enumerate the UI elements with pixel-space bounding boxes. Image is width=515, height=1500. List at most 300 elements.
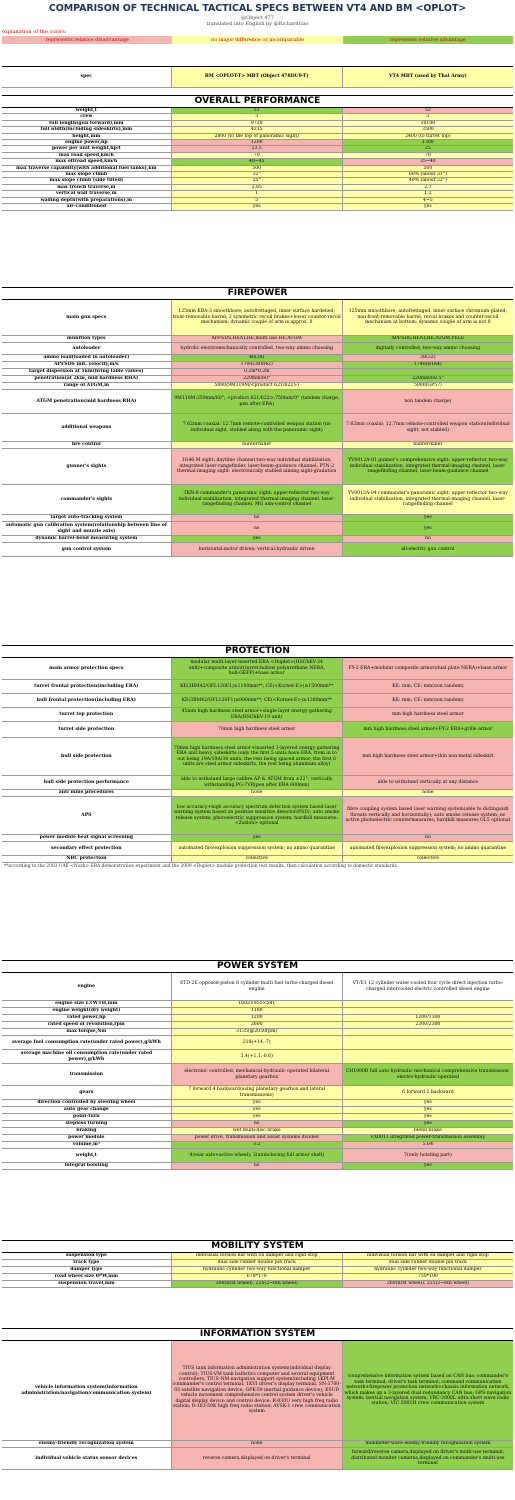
row-label: commander's sights — [2, 485, 171, 514]
oplot-value: 5 — [171, 198, 342, 203]
row-label: ATGM penetration(mid hardness RHA) — [2, 390, 171, 413]
oplot-value: 300(first wheel), 255(2~6th wheel) — [171, 1281, 342, 1287]
vt4-value: no — [342, 835, 513, 841]
color-legend — [2, 36, 513, 44]
section-overall — [2, 95, 513, 211]
table-row — [2, 1253, 513, 1260]
vt4-value: 2.7 — [342, 185, 513, 190]
row-label: NBC protection — [2, 856, 171, 862]
section-title-protection: PROTECTION — [2, 645, 513, 658]
vt4-value: 260(first wheel), 225(2~6th wheel) — [342, 1281, 513, 1287]
table-row — [2, 1448, 513, 1470]
row-label: rated speed of revolution,rpm — [2, 1022, 171, 1028]
vt4-value: no — [342, 536, 513, 542]
table-row — [2, 1036, 513, 1050]
oplot-value: power drive, transmission and assist systems divided — [171, 1135, 342, 1141]
spec-label: spec — [2, 67, 171, 87]
row-label: suspension type — [2, 1253, 171, 1259]
legend-label: explanation of the colors: — [2, 29, 67, 35]
oplot-value: 45mm high hardness steel armor+single layer energy-gathering ERA(HSChKV-19 unit) — [171, 708, 342, 721]
row-label: turret frontal protection(including ERA) — [2, 680, 171, 693]
table-row — [2, 1029, 513, 1036]
oplot-value: dual side rubber double pin track — [171, 1260, 342, 1266]
table-row — [2, 1135, 513, 1142]
table-row — [2, 343, 513, 355]
table-row — [2, 1441, 513, 1448]
row-label: penetration(at 2km, mid hardness RHA) — [2, 376, 171, 382]
row-label: power per unit weight,hp/t — [2, 146, 171, 151]
table-row — [2, 1086, 513, 1100]
row-label: engine power,hp — [2, 140, 171, 145]
vt4-value: able to withstand vertically at any distance — [342, 776, 513, 789]
oplot-value: 1200 — [171, 140, 342, 145]
row-label: munition types — [2, 336, 171, 342]
vt4-value: 70 — [342, 153, 513, 158]
vt4-value: 1740(BTA4) — [342, 362, 513, 368]
vt4-value: yes — [342, 1100, 513, 1106]
table-row — [2, 790, 513, 797]
row-label: hull side protection performance — [2, 776, 171, 789]
oplot-value: yes — [171, 204, 342, 209]
row-label: point-turn — [2, 1114, 171, 1120]
oplot-value: 0.2m*0.2m — [171, 369, 342, 375]
vt4-header: VT4 MBT (used by Thai Army) — [342, 67, 513, 87]
oplot-value: hunter/killer — [171, 442, 342, 448]
vt4-value: YV0012A-04 commander's panoramic sight: upper-reflector two-way individual stabilization, integrated thermal-imaging channel, laser-rangefinding channel — [342, 485, 513, 514]
vt4-value: forward/reverse camera,displayed on driver's multi-use terminal; distributed monitor cameras,displayed on commander's multi-use terminal — [342, 1448, 513, 1469]
row-label: automatic gun calibration system(relationship between line of sight and muzzle axis) — [2, 522, 171, 535]
row-label: APS — [2, 797, 171, 834]
vt4-value: 35~40 — [342, 159, 513, 164]
row-label: stepless turning — [2, 1121, 171, 1127]
oplot-value: 9M119M:350mm/60°; <product 621/622>:750mm/0° (tandem charge, pen after ERA) — [171, 390, 342, 413]
vt4-value: mm high hardness steel armor+FY-2 ERA+grille armor — [342, 722, 513, 737]
table-row — [2, 522, 513, 536]
table-row — [2, 1260, 513, 1267]
row-label: vehicle information system(information administration/navigation/communication system) — [2, 1341, 171, 1440]
vt4-value: 500 — [342, 166, 513, 171]
spec-header-row — [2, 66, 513, 88]
row-label: dynamic barrel-bend measuring system — [2, 536, 171, 542]
row-label: max slope climb — [2, 172, 171, 177]
row-label: wading depth(with preparations),m — [2, 198, 171, 203]
row-label: target auto-tracking system — [2, 515, 171, 521]
vt4-value: 3 — [342, 114, 513, 119]
vt4-value: 7(only hoisting part) — [342, 1149, 513, 1162]
oplot-value: 1180 — [171, 1008, 342, 1014]
overall-table — [2, 108, 513, 211]
row-label: max road speed,km/h — [2, 153, 171, 158]
table-row — [2, 797, 513, 835]
vt4-value: all-electric gun control — [342, 543, 513, 556]
vt4-value: 2300/2300 — [342, 1022, 513, 1028]
row-label: integral hoisting — [2, 1163, 171, 1169]
oplot-value: reverse camera,displayed on driver's terminal — [171, 1448, 342, 1469]
vt4-value: CH1000B full auto hydraulic mechanical comprehensive transmission, electro-hydraulic operated — [342, 1064, 513, 1085]
table-row — [2, 1281, 513, 1288]
row-label: crew — [2, 114, 171, 119]
oplot-value: 1 — [171, 191, 342, 196]
oplot-value: 40~45 — [171, 159, 342, 164]
oplot-value: 32° — [171, 172, 342, 177]
table-row — [2, 376, 513, 383]
oplot-value: yes — [171, 1114, 342, 1120]
translator-credit: translated into English by @RichardGao — [206, 21, 309, 27]
oplot-value: none — [171, 1441, 342, 1447]
vt4-value — [342, 1036, 513, 1049]
oplot-value: 7.62mm coaxial; 12.7mm remote-controlled weapon station (no individual sight, stabled along with the panoramic sight) — [171, 414, 342, 441]
oplot-value: TKN-6 commander's panoramic sight: upper-reflector two-way individual stabilization, integrated thermal-imaging channel, laser-rangefinding channel, MG aim-control channel — [171, 485, 342, 514]
row-label: average fuel consumption rate(under rated power),g/kWh — [2, 1036, 171, 1049]
oplot-value: automated fire/explosion suppression system; no ammo quarantine — [171, 842, 342, 855]
table-row — [2, 1107, 513, 1114]
row-label: max offroad speed,km/h — [2, 159, 171, 164]
row-label: gun control system — [2, 543, 171, 556]
vt4-value: millimeter-wave enemy-friendly recognization system — [342, 1441, 513, 1447]
oplot-value: APFSDS,HEAT,HE,multi use HE,ATGM — [171, 336, 342, 342]
row-label: hull frontal protection(including ERA) — [2, 694, 171, 707]
row-label: ammo load(loaded in autoloader) — [2, 355, 171, 361]
legend-neutral: no major difference or incomparable — [172, 36, 342, 44]
vt4-value: automated fire/explosion suppression system; no ammo quarantine — [342, 842, 513, 855]
row-label: max torque,Nm — [2, 1029, 171, 1035]
vt4-value: none — [342, 790, 513, 796]
legend-disadvantage: represents relative disadvantage — [2, 36, 172, 44]
oplot-value: 25° — [171, 178, 342, 183]
table-row — [2, 973, 513, 1001]
row-label: gunner's sights — [2, 449, 171, 484]
row-label: transmission — [2, 1064, 171, 1085]
table-row — [2, 722, 513, 738]
oplot-value: none — [171, 790, 342, 796]
vt4-value: fibre coupling system based laser warning system(able to distinguish threats vertically and horizontally); auto smoke release system; no active photoelectric countermeasures; hardkill measures GL5 optional — [342, 797, 513, 834]
row-label: secondary effect protection — [2, 842, 171, 855]
vt4-value: 10100 — [342, 121, 513, 126]
vt4-value: dual side rubber double pin track — [342, 1260, 513, 1266]
oplot-value: hydrolic electromechanically controlled, two-way ammo choosing — [171, 343, 342, 354]
table-row — [2, 835, 513, 842]
vt4-value: hunter/killer — [342, 442, 513, 448]
oplot-value: 3 — [171, 114, 342, 119]
row-label: enemy-friendly recognization system — [2, 1441, 171, 1447]
table-row — [2, 1121, 513, 1128]
row-label: auto gear change — [2, 1107, 171, 1113]
oplot-value: 6TD-2E opposed-piston 6 cylinder multi fuel turbo-charged diesel engine — [171, 973, 342, 1000]
vt4-value: yes — [342, 1121, 513, 1127]
row-label: full width(including sideskirts),mm — [2, 127, 171, 132]
vt4-value: mm high hardness steel armor+thin non-metal sideskirt — [342, 738, 513, 775]
oplot-value: no — [171, 1121, 342, 1127]
row-label: damper type — [2, 1267, 171, 1273]
vt4-value: yes — [342, 522, 513, 535]
vt4-value: 3500 — [342, 127, 513, 132]
table-row — [2, 300, 513, 336]
vt4-value — [342, 1050, 513, 1063]
table-row — [2, 369, 513, 376]
table-row — [2, 856, 513, 863]
vt4-value: 5000(GP57) — [342, 383, 513, 389]
section-title-overall: OVERALL PERFORMANCE — [2, 95, 513, 108]
oplot-value: able to withstand large calibre AP & ATGM from ±22°; vertically withstanding PG-7VR(pen after ERA 600mm) — [171, 776, 342, 789]
table-row — [2, 842, 513, 856]
vt4-value: 25 — [342, 146, 513, 151]
vt4-value: 1200/1300 — [342, 1015, 513, 1021]
vt4-value: digitally controlled, two-way ammo choosing — [342, 343, 513, 354]
row-label: engine size L×W×H,mm — [2, 1001, 171, 1007]
oplot-value: no — [171, 515, 342, 521]
row-label: max slope climb (side tilted) — [2, 178, 171, 183]
oplot-value: TIUS tank information administration system(individual display control); TIUS-VM tank ballistics computer and several equipment controllers; TIUS-NM navigation support system(including 1KPI-M commander's control terminal, 1KVI driver's display terminal, SN-3700-03 satellite navigation device, GPK-59 inertial guidance device); KSUD vehicle movement comprehensive control system driver's vehicle digital display device and control device; R-030U very high freq radio station; R-163-50K high freq radio station; AVSK-1 crew communication system — [171, 1341, 342, 1440]
table-row — [2, 1114, 513, 1121]
section-power — [2, 960, 513, 1170]
vt4-value: 7.62mm coaxial; 12.7mm remote-controlled weapon station(individual sight, not stabled) — [342, 414, 513, 441]
row-label: direction controlled by steering wheel — [2, 1100, 171, 1106]
section-info — [2, 1328, 513, 1470]
row-label: engine — [2, 973, 171, 1000]
vt4-value: comprehensive information system based on CAN bus: commander's task terminal; driver's task terminal; command communication network+firepower protection network+chassis information network, which makes up a 3-layered dual redundancy CAN bus; GPS navigation system; inertial navigation system; VRC-2000L ultra short wave radio station; VIC-2001H crew communication system — [342, 1341, 513, 1440]
row-label: individual vehicle status sensor devices — [2, 1448, 171, 1469]
row-label: engine weight(dry weight) — [2, 1008, 171, 1014]
vt4-value — [342, 1001, 513, 1007]
vt4-value: yes — [342, 515, 513, 521]
vt4-value: 220mm/68.5° — [342, 376, 513, 382]
oplot-header: BM <OPLOT-T> MBT (Object 478DU9-T) — [171, 67, 342, 87]
vt4-value: 60% (about 31°) — [342, 172, 513, 177]
vt4-value: 52 — [342, 108, 513, 113]
oplot-value: 23.5 — [171, 146, 342, 151]
table-row — [2, 1008, 513, 1015]
row-label: fire control — [2, 442, 171, 448]
vt4-value — [342, 369, 513, 375]
vt4-value: non tandem charge) — [342, 390, 513, 413]
table-row — [2, 1050, 513, 1064]
oplot-value: KE(3BM42/OFL120F1)≥900mm**; CE(<Kornet-E>)≥1300mm** — [171, 694, 342, 707]
row-label: weight,t — [2, 108, 171, 113]
oplot-value: low accuracy+high accuracy spectrum detection system based laser warning system based on position sensitive detector(PSD); auto smoke release system; photoelectric suppression system; hardkill measures: <Zaslon> optional — [171, 797, 342, 834]
table-row — [2, 1015, 513, 1022]
row-label: power module heat signal screening — [2, 835, 171, 841]
vt4-value: 750*190 — [342, 1274, 513, 1280]
vt4-value: KE: mm; CE: mm(non tandem) — [342, 680, 513, 693]
oplot-value: collective — [171, 856, 342, 862]
vt4-value: FY-2 ERA+modular composite armor(dual plate NERA)+base armor — [342, 658, 513, 679]
oplot-value: yes — [171, 1107, 342, 1113]
oplot-value: 2.85 — [171, 185, 342, 190]
oplot-value: wet multi-disc brake — [171, 1128, 342, 1134]
vt4-value: 4~5 — [342, 198, 513, 203]
power-table — [2, 973, 513, 1170]
oplot-value: 4(rear axle+active wheel); 3(uninclucing full armor shell) — [171, 1149, 342, 1162]
table-row — [2, 442, 513, 449]
row-label: braking — [2, 1128, 171, 1134]
table-row — [2, 694, 513, 708]
row-label: gears — [2, 1086, 171, 1099]
vt4-value: yes — [342, 204, 513, 209]
oplot-value: 46(28) — [171, 355, 342, 361]
row-label: height,mm — [2, 134, 171, 139]
section-protection — [2, 645, 513, 870]
table-row — [2, 1142, 513, 1149]
oplot-value: 51 — [171, 108, 342, 113]
vt4-value: 6 forward 2 backward — [342, 1086, 513, 1099]
oplot-value: 2600 — [171, 1022, 342, 1028]
info-table — [2, 1341, 513, 1470]
oplot-value: 1G46-M sight: daytime channel two-way individual stabilization, integrated laser-rangefinder, laser-beam-guidance channel; PTN-2 thermal-imaging sight: electronically stabled aiming sight-gradation — [171, 449, 342, 484]
oplot-value: 1200 — [171, 1015, 342, 1021]
section-firepower — [2, 287, 513, 557]
table-row — [2, 390, 513, 414]
oplot-value: 2800 (to the top of panoramic sight) — [171, 134, 342, 139]
table-row — [2, 1163, 513, 1170]
oplot-value: 3135(@2050rpm) — [171, 1029, 342, 1035]
vt4-value: blend brake — [342, 1128, 513, 1134]
row-label: main armor protection specs — [2, 658, 171, 679]
row-label: air-conditioned — [2, 204, 171, 209]
oplot-value: 70mm high hardness steel armor — [171, 722, 342, 737]
vt4-value: mm high hardness steel armor — [342, 708, 513, 721]
table-row — [2, 1001, 513, 1008]
vt4-value — [342, 1029, 513, 1035]
row-label: volume,m³ — [2, 1142, 171, 1148]
row-label: road wheel size Ø*W,mm — [2, 1274, 171, 1280]
vt4-value: 5.64 — [342, 1142, 513, 1148]
row-label: max traverse capability(with additional fuel tanks),km — [2, 166, 171, 171]
oplot-value: 3.2 — [171, 1142, 342, 1148]
oplot-value: 500 — [171, 166, 342, 171]
table-row — [2, 355, 513, 362]
section-title-firepower: FIREPOWER — [2, 287, 513, 300]
row-label: target dispersion at 1km(firing table values) — [2, 369, 171, 375]
vt4-value: 2400 (to turret top) — [342, 134, 513, 139]
row-label: power module — [2, 1135, 171, 1141]
row-label: rated power,hp — [2, 1015, 171, 1021]
table-row — [2, 1341, 513, 1441]
vt4-value — [342, 1008, 513, 1014]
oplot-value: 7 forward 4 backward(using planetary gearbox and lateral transmissions) — [171, 1086, 342, 1099]
vt4-value: hydraulic cylinder two-way functional damper — [342, 1267, 513, 1273]
row-label: additional weapons — [2, 414, 171, 441]
vt4-value: FX0011 integrated power-transmission assembly — [342, 1135, 513, 1141]
vt4-value: YV0012A-01 gunner's comprehensive sight: upper-reflector two-way individual stabilization, integrated thermal-imaging channel, laser-rangefinding channel, laser-beam-guidance channel — [342, 449, 513, 484]
vt4-value: 40% (about 22°) — [342, 178, 513, 183]
table-row — [2, 336, 513, 343]
row-label: anti mine procedures — [2, 790, 171, 796]
oplot-value: 1700(3BM42) — [171, 362, 342, 368]
oplot-value: no — [171, 1163, 342, 1169]
oplot-value: 125mm KBA-3 smoothbore; autofrettaged, inner surface hardened; front-removable barrel; 2 symmetric recoil brakes+lower counter-recoil mechanism; dynamic couple of arm is approx. 0 — [171, 300, 342, 335]
table-row — [2, 536, 513, 543]
table-row — [2, 1022, 513, 1029]
table-row — [2, 449, 513, 485]
oplot-value: 3.4(+1.1,-0.6) — [171, 1050, 342, 1063]
oplot-value: modular multi-layer-inserted ERA <Duplet>(HSChKV-34 unit)+composite armor(turret:hollow polyurethane NERA, hull:GEFP)+base armor — [171, 658, 342, 679]
table-row — [2, 1100, 513, 1107]
vt4-value: yes — [342, 1107, 513, 1113]
vt4-value: collective — [342, 856, 513, 862]
oplot-value: yes — [171, 536, 342, 542]
table-row — [2, 515, 513, 522]
table-row — [2, 658, 513, 680]
row-label: APFSDS init. velocity,m/s — [2, 362, 171, 368]
row-label: track type — [2, 1260, 171, 1266]
oplot-value: 1602×955×581 — [171, 1001, 342, 1007]
oplot-value: 220mm/60° — [171, 376, 342, 382]
protection-table — [2, 658, 513, 863]
vt4-value: VT/E1 12 cylinder water-cooled four cycle direct injection turbo-charged intercooled electric controlled diesel engine — [342, 973, 513, 1000]
table-row — [2, 1274, 513, 1281]
table-row — [2, 738, 513, 776]
row-label: full length(gun forward),mm — [2, 121, 171, 126]
firepower-table — [2, 300, 513, 557]
table-row — [2, 1128, 513, 1135]
vt4-value: yes — [342, 1163, 513, 1169]
table-row — [2, 414, 513, 442]
row-label: autoloader — [2, 343, 171, 354]
protection-footnote: **according to the 2003 UAE <Nozh> ERA demonstration experiment and the 2009 <Duplet> module protection test results, then calculation according to domestic standards. — [4, 864, 399, 869]
vt4-value: 125mm smoothbore; autofrettaged, inner surface chromium-plated; non front-removable barrel; recoil brakes and counter-recoil mechanism at bottom; dynamic couple of arm is not 0 — [342, 300, 513, 335]
oplot-value: KE(3BM42/OFL120F1)≥1100mm**; CE(<Kornet-E>)≥1500mm** — [171, 680, 342, 693]
vt4-value: 38(22) — [342, 355, 513, 361]
table-row — [2, 383, 513, 390]
table-row — [2, 362, 513, 369]
page-title: COMPARISON OF TECHNICAL TACTICAL SPECS BETWEEN VT4 AND BM <OPLOT> — [48, 3, 467, 14]
table-row — [2, 1064, 513, 1086]
table-row — [2, 1149, 513, 1163]
row-label: suspension travel,mm — [2, 1281, 171, 1287]
row-label: turret side protection — [2, 722, 171, 737]
oplot-value: 218(+14,-7) — [171, 1036, 342, 1049]
section-title-info: INFORMATION SYSTEM — [2, 1328, 513, 1341]
oplot-value: yes — [171, 835, 342, 841]
section-title-power: POWER SYSTEM — [2, 960, 513, 973]
table-row — [2, 708, 513, 722]
oplot-value: hydraulic cylinder two-way functional damper — [171, 1267, 342, 1273]
mobility-table — [2, 1253, 513, 1288]
row-label: range of ATGM,m — [2, 383, 171, 389]
row-label: hull side protection — [2, 738, 171, 775]
oplot-value: 670*170 — [171, 1274, 342, 1280]
row-label: weight,t — [2, 1149, 171, 1162]
table-row — [2, 543, 513, 557]
oplot-value: horizontal:motor driven; vertical:hydraulic driven — [171, 543, 342, 556]
vt4-value: KE: mm; CE: mm(non tandem) — [342, 694, 513, 707]
vt4-value: 1.2 — [342, 191, 513, 196]
oplot-value: 70 — [171, 153, 342, 158]
oplot-value: 4215 — [171, 127, 342, 132]
row-label: turret top protection — [2, 708, 171, 721]
oplot-value: 9720 — [171, 121, 342, 126]
section-title-mobility: MOBILITY SYSTEM — [2, 1240, 513, 1253]
row-label: max trench traverse,m — [2, 185, 171, 190]
oplot-value: indivisual torsion bar with oil damper and rigid stop — [171, 1253, 342, 1259]
table-row — [2, 1267, 513, 1274]
oplot-value: 5000(9M119M/<product 621/622>) — [171, 383, 342, 389]
oplot-value: no — [171, 522, 342, 535]
vt4-value: indivisual torsion bar with oil damper and rigid stop — [342, 1253, 513, 1259]
vt4-value: yes — [342, 1114, 513, 1120]
oplot-value: electronic controlled, mechanical-hydraulic operated bilateral planetary gearbox — [171, 1064, 342, 1085]
row-label: vertical wall traverse,m — [2, 191, 171, 196]
oplot-value: yes — [171, 1100, 342, 1106]
vt4-value: 1300 — [342, 140, 513, 145]
section-mobility — [2, 1240, 513, 1288]
row-label: main gun specs — [2, 300, 171, 335]
vt4-value: APFSDS,HEAT,HE,ATGM,PELE — [342, 336, 513, 342]
table-row — [2, 485, 513, 515]
document-header — [0, 0, 515, 27]
table-row — [2, 204, 513, 210]
row-label: average machine oil consumption rate(under rated power),g/kWh — [2, 1050, 171, 1063]
